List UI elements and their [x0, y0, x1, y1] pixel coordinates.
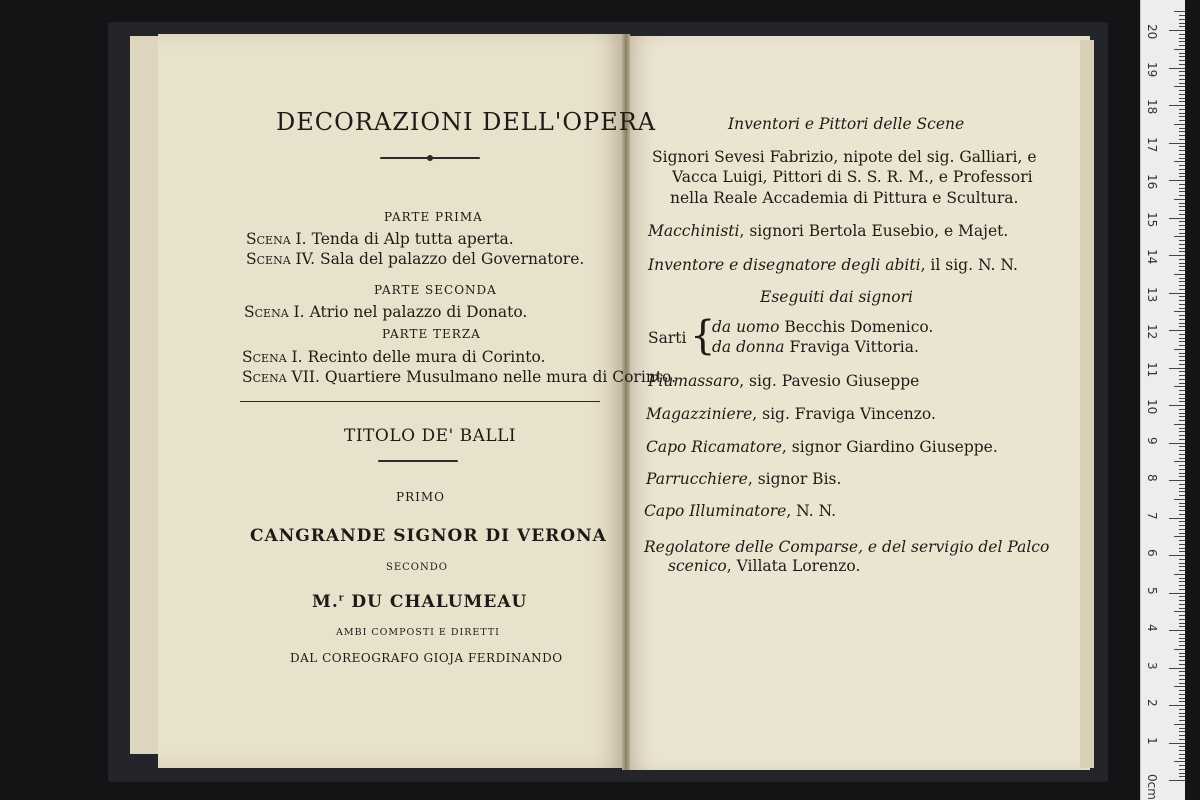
ruler-tick	[1174, 199, 1185, 200]
ruler-tick	[1174, 311, 1185, 312]
ruler-tick	[1179, 544, 1185, 545]
ruler-number: 18	[1145, 99, 1159, 115]
ruler-number: 3	[1145, 661, 1159, 670]
ruler-tick	[1169, 293, 1185, 294]
ruler-tick	[1179, 431, 1185, 432]
ruler-tick	[1169, 743, 1185, 744]
ruler-tick	[1179, 266, 1185, 267]
ruler-tick	[1179, 128, 1185, 129]
ruler-tick	[1169, 368, 1185, 369]
ruler-tick	[1179, 34, 1185, 35]
ruler-number: 8	[1145, 474, 1159, 482]
ruler-tick	[1179, 94, 1185, 95]
ruler-tick	[1179, 173, 1185, 174]
ruler-tick	[1179, 83, 1185, 84]
ruler-number: 0cm	[1145, 774, 1159, 800]
ruler-tick	[1174, 499, 1185, 500]
painters-heading: Inventori e Pittori delle Scene	[728, 115, 965, 133]
piumassaro-line: Piumassaro, sig. Pavesio Giuseppe	[648, 372, 920, 390]
parrucchiere-line: Parrucchiere, signor Bis.	[646, 470, 842, 488]
eseguiti-heading: Eseguiti dai signori	[760, 288, 913, 306]
ruler-tick	[1179, 690, 1185, 691]
section-rule	[240, 401, 600, 402]
ruler-tick	[1174, 386, 1185, 387]
ruler-tick	[1179, 428, 1185, 429]
ruler-tick	[1179, 698, 1185, 699]
ruler-tick	[1179, 608, 1185, 609]
ruler-tick	[1179, 758, 1185, 759]
ruler-tick	[1179, 638, 1185, 639]
ruler-tick	[1179, 304, 1185, 305]
ruler-tick	[1179, 19, 1185, 20]
ruler-tick	[1179, 660, 1185, 661]
ruler-number: 19	[1145, 61, 1159, 77]
ruler-tick	[1179, 90, 1185, 91]
ruler-tick	[1169, 518, 1185, 519]
ruler-tick	[1179, 458, 1185, 459]
ruler-tick	[1179, 375, 1185, 376]
ruler-tick	[1179, 394, 1185, 395]
ruler-tick	[1179, 409, 1185, 410]
sarti-label: Sarti	[648, 329, 687, 347]
ruler-tick	[1179, 135, 1185, 136]
scene-line: Scena IV. Sala del palazzo del Governatore.	[246, 250, 585, 268]
composed-line: AMBI COMPOSTI E DIRETTI	[336, 627, 500, 638]
right-page	[628, 36, 1090, 770]
ruler-tick	[1179, 469, 1185, 470]
ruler-tick	[1179, 150, 1185, 151]
ruler-tick	[1169, 405, 1185, 406]
ruler-tick	[1179, 289, 1185, 290]
book-gutter	[622, 34, 630, 770]
ruler-tick	[1174, 724, 1185, 725]
ruler-tick	[1179, 510, 1185, 511]
ruler-tick	[1179, 263, 1185, 264]
ruler-tick	[1179, 559, 1185, 560]
ruler-tick	[1169, 480, 1185, 481]
ruler-tick	[1179, 604, 1185, 605]
ruler-tick	[1179, 23, 1185, 24]
ruler-number: 14	[1145, 249, 1159, 265]
ornament-divider	[378, 460, 458, 462]
ruler-tick	[1169, 68, 1185, 69]
right-page-edge	[1080, 40, 1094, 768]
ruler-tick	[1174, 349, 1185, 350]
ruler-tick	[1179, 446, 1185, 447]
ruler-tick	[1179, 356, 1185, 357]
ruler-tick	[1179, 26, 1185, 27]
ruler-number: 6	[1145, 549, 1159, 557]
ruler-tick	[1179, 769, 1185, 770]
ruler-tick	[1169, 30, 1185, 31]
scene-line: Scena I. Tenda di Alp tutta aperta.	[246, 230, 514, 248]
ruler-tick	[1179, 240, 1185, 241]
ruler-number: 5	[1145, 586, 1159, 595]
ruler-tick	[1179, 735, 1185, 736]
ruler-tick	[1174, 686, 1185, 687]
inventore-line: Inventore e disegnatore degli abiti, il sig. N. N.	[648, 256, 1018, 274]
ruler-tick	[1179, 619, 1185, 620]
ruler-tick	[1179, 146, 1185, 147]
ruler-tick	[1179, 773, 1185, 774]
ruler-tick	[1179, 45, 1185, 46]
ruler-tick	[1179, 476, 1185, 477]
ruler-tick	[1179, 750, 1185, 751]
ruler-tick	[1179, 521, 1185, 522]
ruler-tick	[1169, 218, 1185, 219]
ruler-tick	[1179, 75, 1185, 76]
ruler-tick	[1174, 161, 1185, 162]
ruler-tick	[1179, 315, 1185, 316]
ruler-tick	[1179, 488, 1185, 489]
part2-heading: PARTE SECONDA	[374, 283, 497, 297]
ruler-number: 1	[1145, 736, 1159, 745]
balli-title: TITOLO DE' BALLI	[344, 426, 517, 446]
ruler-tick	[1179, 465, 1185, 466]
ruler-tick	[1179, 540, 1185, 541]
ruler-tick	[1179, 360, 1185, 361]
ruler-tick	[1179, 653, 1185, 654]
ruler-number: 9	[1145, 436, 1159, 445]
ruler-tick	[1169, 330, 1185, 331]
ruler-tick	[1179, 326, 1185, 327]
ruler-tick	[1179, 495, 1185, 496]
regolatore-line-2: scenico, Villata Lorenzo.	[668, 557, 861, 575]
ruler-tick	[1179, 551, 1185, 552]
ruler-tick	[1179, 383, 1185, 384]
ballet-title-2: M.$^r$ DU CHALUMEAU	[312, 592, 528, 612]
ruler-tick	[1179, 694, 1185, 695]
ruler-tick	[1179, 225, 1185, 226]
ruler-tick	[1179, 15, 1185, 16]
ruler-tick	[1179, 548, 1185, 549]
ruler-number: 20	[1145, 24, 1159, 40]
ruler-tick	[1179, 184, 1185, 185]
ruler-tick	[1179, 623, 1185, 624]
secondo-label: SECONDO	[386, 562, 448, 573]
ruler-tick	[1179, 109, 1185, 110]
ruler-tick	[1179, 626, 1185, 627]
ruler-tick	[1169, 180, 1185, 181]
ruler-tick	[1179, 139, 1185, 140]
ruler-tick	[1179, 270, 1185, 271]
ruler-tick	[1169, 593, 1185, 594]
ruler-tick	[1179, 454, 1185, 455]
ruler-tick	[1179, 165, 1185, 166]
ruler-tick	[1179, 191, 1185, 192]
ruler-tick	[1179, 203, 1185, 204]
ruler-number: 17	[1145, 136, 1159, 152]
ruler-number: 7	[1145, 511, 1159, 520]
ruler-tick	[1179, 491, 1185, 492]
ruler-tick	[1179, 169, 1185, 170]
ruler-tick	[1179, 188, 1185, 189]
magazziniere-line: Magazziniere, sig. Fraviga Vincenzo.	[646, 405, 936, 423]
ruler-tick	[1174, 424, 1185, 425]
ruler-tick	[1179, 484, 1185, 485]
ruler-tick	[1174, 49, 1185, 50]
ruler-tick	[1179, 578, 1185, 579]
ruler-tick	[1179, 506, 1185, 507]
ruler-number: 15	[1145, 211, 1159, 227]
ruler-tick	[1169, 443, 1185, 444]
ruler-tick	[1179, 679, 1185, 680]
page-title: DECORAZIONI DELL'OPERA	[276, 108, 657, 136]
ruler-tick	[1179, 664, 1185, 665]
ruler-tick	[1179, 296, 1185, 297]
ruler-tick	[1179, 285, 1185, 286]
ruler-tick	[1179, 233, 1185, 234]
ruler-tick	[1179, 334, 1185, 335]
ruler-tick	[1179, 675, 1185, 676]
ruler-tick	[1179, 563, 1185, 564]
illuminatore-line: Capo Illuminatore, N. N.	[644, 502, 837, 520]
ruler-tick	[1169, 105, 1185, 106]
ruler-tick	[1179, 398, 1185, 399]
ruler-tick	[1179, 79, 1185, 80]
ruler-tick	[1179, 413, 1185, 414]
ruler-tick	[1179, 176, 1185, 177]
ruler-tick	[1179, 566, 1185, 567]
ruler-number: 10	[1145, 399, 1159, 415]
ruler-tick	[1179, 709, 1185, 710]
ruler-number: 11	[1145, 361, 1159, 377]
part1-heading: PARTE PRIMA	[384, 210, 483, 224]
ruler-tick	[1179, 154, 1185, 155]
ruler-number: 16	[1145, 174, 1159, 190]
scene-line: Scena VII. Quartiere Musulmano nelle mura di Corinto.	[242, 368, 677, 386]
ruler-tick	[1169, 668, 1185, 669]
ruler-tick	[1174, 574, 1185, 575]
ruler-tick	[1179, 754, 1185, 755]
ruler-tick	[1169, 705, 1185, 706]
ricamatore-line: Capo Ricamatore, signor Giardino Giuseppe.	[646, 438, 998, 456]
ruler-tick	[1179, 101, 1185, 102]
ruler-tick	[1179, 53, 1185, 54]
sarti-donna-line: da donna Fraviga Vittoria.	[712, 338, 919, 356]
ruler-tick	[1179, 71, 1185, 72]
ruler-tick	[1169, 630, 1185, 631]
ruler-tick	[1179, 776, 1185, 777]
ruler-tick	[1179, 533, 1185, 534]
ruler-tick	[1179, 41, 1185, 42]
ruler-tick	[1179, 195, 1185, 196]
ruler-tick	[1179, 56, 1185, 57]
ruler-tick	[1179, 113, 1185, 114]
ballet-title-1: CANGRANDE SIGNOR DI VERONA	[250, 526, 607, 546]
ruler-tick	[1179, 229, 1185, 230]
ruler-tick	[1179, 308, 1185, 309]
ruler-tick	[1179, 323, 1185, 324]
ruler-tick	[1179, 319, 1185, 320]
ruler-tick	[1174, 274, 1185, 275]
ruler-tick	[1179, 739, 1185, 740]
ruler-tick	[1179, 589, 1185, 590]
ruler-tick	[1179, 765, 1185, 766]
ruler-tick	[1179, 116, 1185, 117]
ruler-tick	[1169, 143, 1185, 144]
measuring-ruler	[1140, 0, 1185, 800]
ruler-tick	[1179, 503, 1185, 504]
ruler-tick	[1179, 64, 1185, 65]
ruler-tick	[1179, 416, 1185, 417]
ruler-tick	[1179, 38, 1185, 39]
ruler-tick	[1179, 435, 1185, 436]
painters-line: Vacca Luigi, Pittori di S. S. R. M., e Professori	[672, 168, 1033, 186]
ruler-tick	[1179, 341, 1185, 342]
ruler-tick	[1174, 236, 1185, 237]
ruler-tick	[1179, 641, 1185, 642]
macchinisti-line: Macchinisti, signori Bertola Eusebio, e Majet.	[648, 222, 1009, 240]
ruler-tick	[1179, 731, 1185, 732]
ruler-tick	[1179, 713, 1185, 714]
ruler-tick	[1174, 649, 1185, 650]
ruler-tick	[1179, 634, 1185, 635]
ruler-tick	[1174, 536, 1185, 537]
ruler-tick	[1179, 210, 1185, 211]
ruler-tick	[1179, 420, 1185, 421]
ruler-tick	[1179, 338, 1185, 339]
choreographer-line: DAL COREOGRAFO GIOJA FERDINANDO	[290, 651, 563, 665]
ruler-number: 4	[1145, 624, 1159, 632]
ruler-tick	[1179, 390, 1185, 391]
ruler-tick	[1179, 716, 1185, 717]
brace-symbol: {	[690, 313, 716, 359]
ruler-tick	[1179, 221, 1185, 222]
ruler-tick	[1179, 581, 1185, 582]
ruler-tick	[1179, 615, 1185, 616]
ruler-tick	[1179, 656, 1185, 657]
ruler-tick	[1179, 98, 1185, 99]
ruler-tick	[1169, 780, 1185, 781]
ruler-tick	[1179, 364, 1185, 365]
ruler-tick	[1179, 244, 1185, 245]
painters-line: Signori Sevesi Fabrizio, nipote del sig. Galliari, e	[652, 148, 1037, 166]
ruler-tick	[1179, 525, 1185, 526]
ruler-tick	[1179, 248, 1185, 249]
ruler-tick	[1179, 259, 1185, 260]
ruler-tick	[1179, 683, 1185, 684]
ruler-tick	[1179, 450, 1185, 451]
ruler-tick	[1169, 255, 1185, 256]
ruler-tick	[1179, 746, 1185, 747]
ruler-tick	[1179, 251, 1185, 252]
ruler-tick	[1179, 720, 1185, 721]
ruler-tick	[1179, 585, 1185, 586]
ruler-tick	[1179, 353, 1185, 354]
ruler-tick	[1179, 645, 1185, 646]
ruler-tick	[1179, 281, 1185, 282]
scene-line: Scena I. Atrio nel palazzo di Donato.	[244, 303, 528, 321]
ruler-tick	[1174, 461, 1185, 462]
ruler-tick	[1179, 131, 1185, 132]
regolatore-line: Regolatore delle Comparse, e del servigio del Palco	[644, 538, 1050, 556]
ruler-tick	[1179, 60, 1185, 61]
ruler-tick	[1179, 728, 1185, 729]
ruler-tick	[1179, 206, 1185, 207]
ruler-tick	[1174, 86, 1185, 87]
ruler-tick	[1179, 158, 1185, 159]
ruler-tick	[1174, 124, 1185, 125]
ruler-tick	[1179, 214, 1185, 215]
painters-line: nella Reale Accademia di Pittura e Scultura.	[670, 189, 1019, 207]
ruler-tick	[1179, 120, 1185, 121]
ruler-tick	[1179, 529, 1185, 530]
ruler-tick	[1179, 514, 1185, 515]
ruler-tick	[1179, 278, 1185, 279]
ruler-tick	[1179, 671, 1185, 672]
ruler-tick	[1179, 596, 1185, 597]
sarti-uomo-line: da uomo Becchis Domenico.	[712, 318, 934, 336]
ruler-tick	[1179, 701, 1185, 702]
ruler-number: 12	[1145, 324, 1159, 340]
ruler-tick	[1179, 379, 1185, 380]
ruler-tick	[1179, 401, 1185, 402]
ruler-tick	[1179, 473, 1185, 474]
ruler-tick	[1174, 761, 1185, 762]
ruler-tick	[1169, 555, 1185, 556]
ruler-tick	[1174, 611, 1185, 612]
ruler-tick	[1179, 345, 1185, 346]
ruler-tick	[1179, 600, 1185, 601]
primo-label: PRIMO	[396, 490, 445, 504]
scene-line: Scena I. Recinto delle mura di Corinto.	[242, 348, 546, 366]
ruler-tick	[1174, 11, 1185, 12]
ruler-tick	[1179, 439, 1185, 440]
ruler-tick	[1179, 371, 1185, 372]
ruler-tick	[1179, 300, 1185, 301]
ruler-number: 2	[1145, 699, 1159, 707]
ruler-tick	[1179, 570, 1185, 571]
part3-heading: PARTE TERZA	[382, 327, 481, 341]
ruler-number: 13	[1145, 286, 1159, 302]
